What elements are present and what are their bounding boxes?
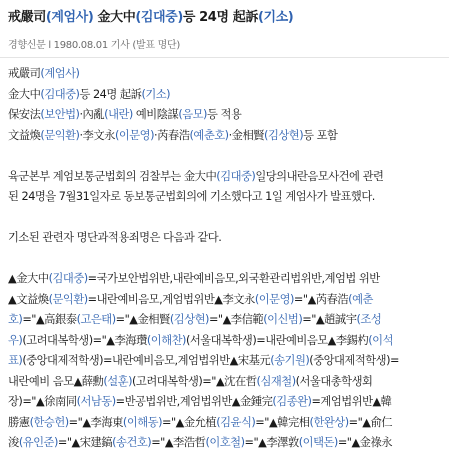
text-segment: ="▲李浩哲 [151,436,206,449]
hangul-reading: (김상현) [169,313,209,326]
hangul-reading: (이문영) [254,292,294,306]
text-segment: 내란예비 음모▲薛勳 [8,374,104,388]
text-segment: (중앙대제적학생)= [309,354,399,367]
paragraph-intro [8,167,444,208]
text-line [8,187,444,208]
hangul-reading: (김윤식) [216,415,256,429]
hangul-reading: (한승헌) [29,415,69,429]
text-segment: (서울대총학생회 [295,374,373,388]
text-segment: (서울대복학생)=내란예비음모▲李錫杓 [185,333,369,347]
hangul-reading: 우) [8,333,23,347]
text-line [8,392,444,413]
text-segment: 등 적용 [206,108,242,121]
text-segment: ·內亂 [79,108,105,121]
hangul-reading: (내란) [104,108,133,121]
headline-block [8,64,444,146]
text-segment: 등 24명 起訴 [182,10,258,25]
text-segment: =반공법위반,계엄법위반▲金鍾完 [115,395,273,408]
text-segment: (중앙대제적학생)=내란예비음모,계엄법위반▲宋基元 [22,354,271,367]
hangul-reading: (김대중) [48,272,88,285]
text-segment: ▲文益煥 [8,292,49,306]
hangul-reading: (송기원) [270,354,310,367]
text-segment: ="▲趙誠宇 [302,313,357,326]
text-line [8,433,444,454]
text-segment: 등 24명 起訴 [79,87,142,101]
hangul-reading: (이택돈) [298,436,338,449]
hangul-reading: (송건호) [112,436,152,449]
text-segment: ="▲宋建鎬 [57,436,113,449]
hangul-reading: (유인준) [18,436,58,449]
text-segment: ▲金大中 [8,272,49,285]
hangul-reading: (서남동) [76,395,116,408]
spacer [8,208,444,229]
text-segment: ="▲金祿永 [337,436,393,449]
text-line [8,269,444,290]
text-segment: 文益煥 [8,128,41,142]
hangul-reading: (문익환) [48,292,88,306]
hangul-reading: (기소) [257,10,294,25]
text-segment: 勝憲 [8,415,30,429]
hangul-reading: (이호철) [205,436,245,449]
text-segment: ·金相賢 [228,128,265,142]
text-segment: 保安法 [8,108,41,121]
text-segment: ="▲李澤敦 [244,436,299,449]
text-line [8,413,444,434]
spacer [8,249,444,270]
text-segment: ="▲芮春浩 [293,292,349,306]
text-segment: =국가보안법위반,내란예비음모,외국환관리법위반,계엄법 위반 [87,272,380,285]
text-segment: 장)="▲徐南同 [8,395,77,408]
hangul-reading: (조성 [356,313,382,326]
text-segment: 戒嚴司 [8,67,41,80]
article-meta: 경향신문 l 1980.08.01 기사 (발표 명단) [8,40,180,51]
hangul-reading: (설훈) [103,374,132,388]
text-line [8,85,444,106]
hangul-reading: (음모) [178,108,207,121]
hangul-reading: (예춘 [348,292,373,306]
hangul-reading: 표) [8,354,23,367]
text-line [8,310,444,331]
text-segment: 기소된 관련자 명단과적용죄명은 다음과 같다. [8,231,222,244]
header-divider [0,57,449,58]
text-segment: 浚 [8,436,19,449]
spacer [8,146,444,167]
text-segment: ="▲韓完相 [255,415,310,429]
hangul-reading: (기소) [141,87,171,101]
hangul-reading: (예춘호) [189,128,229,142]
text-segment: =계엄법위반▲韓 [311,395,392,408]
text-segment: 일당의내란음모사건에 관련 [255,169,384,183]
hangul-reading: (이문영) [114,128,155,142]
hangul-reading: (계엄사) [45,10,94,25]
text-line [8,167,444,188]
hangul-reading: (고은태) [76,313,116,326]
text-segment: ="▲金相賢 [115,313,170,326]
text-segment: ·芮春浩 [154,128,190,142]
hangul-reading: (김대중) [135,10,183,25]
hangul-reading: (이해동) [122,415,162,429]
text-segment: 예비陰謀 [132,108,179,121]
text-line [8,351,444,372]
hangul-reading: (이석 [368,333,393,347]
hangul-reading: (보안법) [40,108,80,121]
text-segment: ·李文永 [79,128,115,142]
text-segment: 육군본부 계엄보통군법회의 검찰부는 金大中 [8,169,217,183]
hangul-reading: (김대중) [40,87,80,101]
defendant-list [8,269,444,454]
text-line [8,228,444,249]
hangul-reading: (김종완) [272,395,312,408]
text-segment: ="▲高銀泰 [22,313,77,326]
text-line [8,290,444,311]
text-line [8,64,444,85]
hangul-reading: (한완상) [309,415,349,429]
hangul-reading: (심재철) [256,374,296,388]
text-segment: (고려대복학생)="▲李海瓚 [22,333,147,347]
hangul-reading: (김상현) [264,128,304,142]
text-segment: ="▲李海東 [68,415,123,429]
text-line [8,372,444,393]
text-line [8,126,444,147]
text-segment: 金大中 [93,10,136,25]
text-segment: 戒嚴司 [8,10,46,25]
text-segment: ="▲金允植 [161,415,217,429]
text-segment: 金大中 [8,87,41,101]
article-title [8,9,444,27]
paragraph-list-intro [8,228,444,249]
hangul-reading: (계엄사) [40,67,80,80]
text-line [8,331,444,352]
text-segment: ="▲李信範 [208,313,264,326]
text-line [8,105,444,126]
hangul-reading: 호) [8,313,23,326]
hangul-reading: (김대중) [216,169,256,183]
text-segment: (고려대복학생)="▲沈在哲 [132,374,257,388]
text-segment: =내란예비음모,계엄법위반▲李文永 [87,292,255,306]
hangul-reading: (이신범) [263,313,303,326]
text-segment: 등 포함 [303,128,338,142]
hangul-reading: (문익환) [40,128,80,142]
text-segment: 된 24명을 7월31일자로 동보통군법회의에 기소했다고 1일 계엄사가 발표했다. [8,190,375,203]
hangul-reading: (이해찬) [146,333,186,347]
article-body [8,64,444,454]
text-segment: ="▲俞仁 [348,415,393,429]
